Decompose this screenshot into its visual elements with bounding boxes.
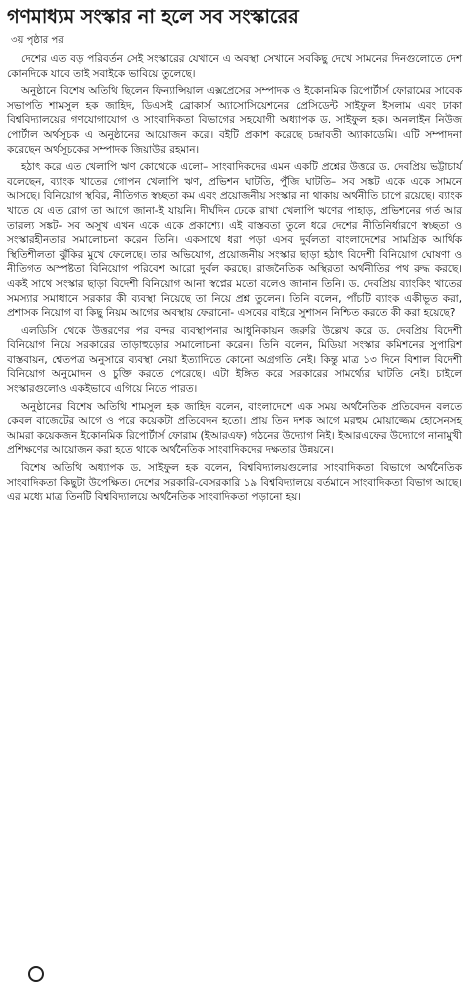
continued-from-label: ৩য় পৃষ্ঠার পর	[11, 35, 64, 46]
article-paragraph-4: এলডিসি থেকে উত্তরণের পর বন্দর ব্যবস্থাপনার আধুনিকায়ন জরুরি উল্লেখ করে ড. দেবপ্রিয় বিদেশী বিনিয়োগ নিয়ে সরকারের তাড়াহুড়োর সমালোচনা করেন। তিনি বলেন, মিডিয়া সংস্কার কমিশনের সুপারিশ বাস্তবায়ন, শ্বেতপত্র অনুসারে ব্যবস্থা নেয়া ইত্যাদিতে কোনো অগ্রগতি নেই। কিন্তু মাত্র ১৩ দিনে বিশাল বিদেশী বিনিয়োগ অনুমোদন ও চুক্তি করতে পেরেছে। এটা ইঙ্গিত করে সরকারের সামর্থ্যের ঘাটতি নেই। চাইলে সংস্কারগুলোও একইভাবে এগিয়ে নিতে পারত।	[7, 324, 462, 396]
article-paragraph-3: হঠাৎ করে এত খেলাপি ঋণ কোথেকে এলো– সাংবাদিকদের এমন একটি প্রশ্নের উত্তরে ড. দেবপ্রিয় ভট্টাচার্য বলেছেন, ব্যাংক খাতের গোপন খেলাপি ঋণ, প্রভিশন ঘাটতি, পুঁজি ঘাটতি– সব সঙ্কট একে একে সামনে আসছে। বিনিয়োগ স্থবির, নীতিগত স্বচ্ছতা কম এবং প্রয়োজনীয় সংস্কার না থাকায় অর্থনীতি চাপে রয়েছে। ব্যাংক খাতে যে এত রোগ তা আগে জানা-ই যায়নি। দীর্ঘদিন ঢেকে রাখা খেলাপি ঋণের পাহাড়, প্রভিশনের গর্ত আর তারল্য সঙ্কট- সব অসুখ এখন একে একে প্রকাশ্যে। এই বাস্তবতা তুলে ধরে দেশের নীতিনির্ধারণে স্বচ্ছতা ও সংস্কারহীনতার সমালোচনা করেন তিনি। একসাথে ধরা পড়া এসব দুর্বলতা বাংলাদেশের সামগ্রিক আর্থিক স্থিতিশীলতা ঝুঁকির মুখে ফেলেছে। তার অভিযোগ, প্রয়োজনীয় সংস্কার ছাড়া হঠাৎ বিদেশী বিনিয়োগ ঘোষণা ও নীতিগত অস্পষ্টতা বিনিয়োগ পরিবেশ আরো দুর্বল করছে। রাজনৈতিক অস্থিরতা অর্থনীতির পথ রুদ্ধ করছে। একই সাথে সংস্কার ছাড়া বিদেশী বিনিয়োগ আনা স্বপ্নের মতো বলেও জানান তিনি। ড. দেবপ্রিয় ব্যাংকিং খাতের সমস্যার সমাধানে সরকার কী ব্যবস্থা নিয়েছে তা নিয়ে প্রশ্ন তুলেন। তিনি বলেন, পাঁচটি ব্যাংক একীভূত করা, প্রশাসক নিয়োগ বা কিছু নিয়ম আগের অবস্থায় ফেরানো- এসবের বাইরে সুশাসন নিশ্চিত করতে কী করা হয়েছে?	[7, 161, 462, 320]
article-paragraph-1: দেশের এত বড় পরিবর্তন সেই সংস্কারের যেখানে এ অবস্থা সেখানে সবকিছু দেখে সামনের দিনগুলোতে দেশ কোনদিকে যাবে তাই সবাইকে ভাবিয়ে তুলেছে।	[7, 53, 462, 80]
article-paragraph-5: অনুষ্ঠানের বিশেষ অতিথি শামসুল হক জাহিদ বলেন, বাংলাদেশে এক সময় অর্থনৈতিক প্রতিবেদন বলতে কেবল বাজেটের আগে ও পরে কয়েকটা প্রতিবেদন হতো। প্রায় তিন দশক আগে মরহুম মোয়াজ্জেম হোসেনসহ আমরা কয়েকজন ইকোনমিক রিপোর্টার্স ফোরাম (ইআরএফ) গঠনের উদ্যোগ নিই। ইআরএফের উদ্যোগে নানামুখী প্রশিক্ষণের আয়োজন করা হতে থাকে অর্থনৈতিক সাংবাদিকদের দক্ষতার উন্নয়নে।	[7, 400, 462, 457]
page-end-circle-mark	[28, 966, 44, 982]
article-paragraph-2: অনুষ্ঠানে বিশেষ অতিথি ছিলেন ফিন্যান্সিয়াল এক্সপ্রেসের সম্পাদক ও ইকোনমিক রিপোর্টার্স ফোরামের সাবেক সভাপতি শামসুল হক জাহিদ, ডিএসই ব্রোকার্স অ্যাসোসিয়েশনের প্রেসিডেন্ট সাইফুল ইসলাম এবং ঢাকা বিশ্ববিদ্যালয়ের গণযোগাযোগ ও সাংবাদিকতা বিভাগের সহযোগী অধ্যাপক ড. সাইফুল হক। অনলাইন নিউজ পোর্টাল অর্থসূচক এ অনুষ্ঠানের আয়োজন করে। বইটি প্রকাশ করেছে চন্দ্রাবতী অ্যাকাডেমি। এটি সম্পাদনা করেছেন অর্থসূচকের সম্পাদক জিয়াউর রহমান।	[7, 85, 462, 156]
article-headline: গণমাধ্যম সংস্কার না হলে সব সংস্কারের	[7, 5, 299, 28]
article-paragraph-6: বিশেষ অতিথি অধ্যাপক ড. সাইফুল হক বলেন, বিশ্ববিদ্যালয়গুলোর সাংবাদিকতা বিভাগে অর্থনৈতিক সাংবাদিকতা কিছুটা উপেক্ষিত। দেশের সরকারি-বেসরকারি ১৯ বিশ্ববিদ্যালয়ে বর্তমানে সাংবাদিকতা বিভাগ আছে। এর মধ্যে মাত্র তিনটি বিশ্ববিদ্যালয়ে অর্থনৈতিক সাংবাদিকতা পড়ানো হয়।	[7, 462, 462, 504]
